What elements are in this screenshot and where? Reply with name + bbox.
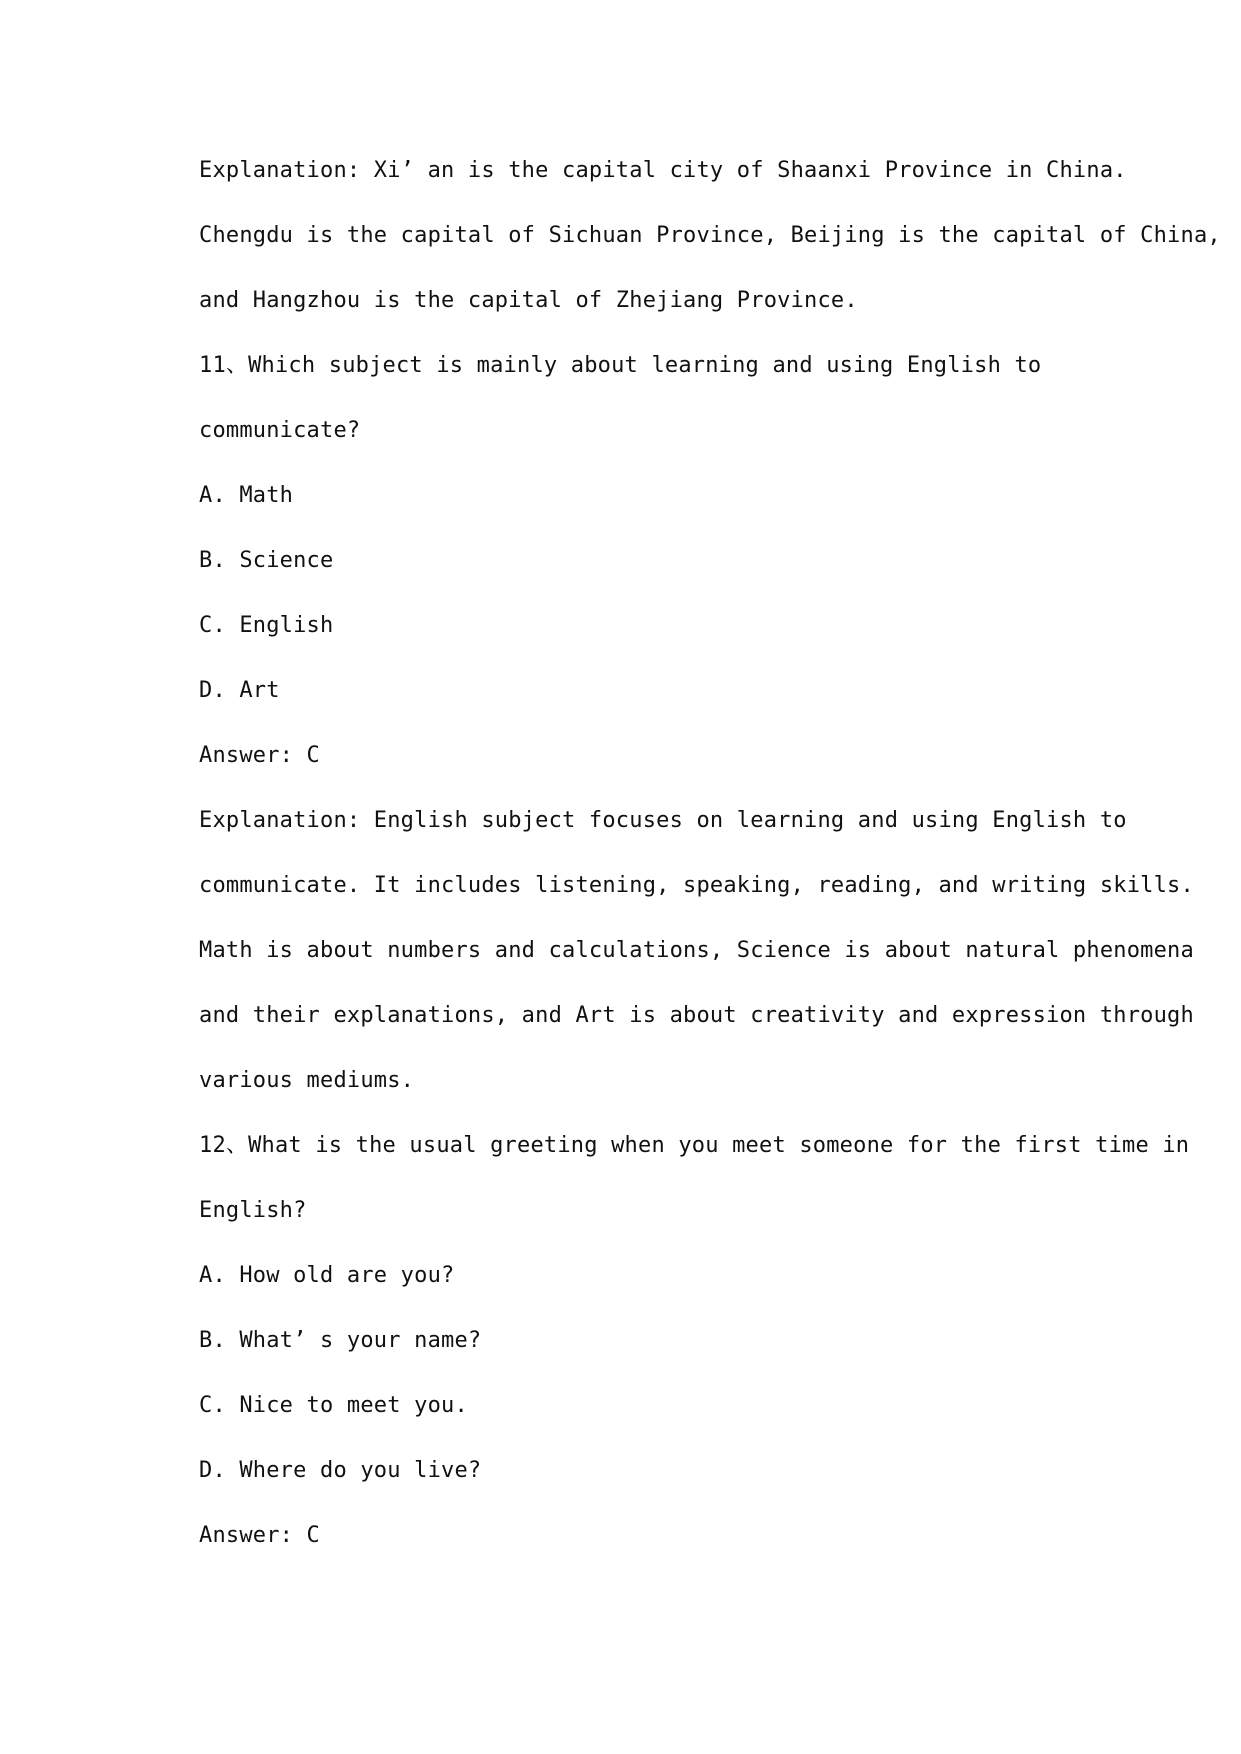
explanation-line: Math is about numbers and calculations, Science is about natural phenomena xyxy=(199,938,1194,963)
option-c: C. English xyxy=(199,613,334,638)
text-line: Chengdu is the capital of Sichuan Province, Beijing is the capital of China, xyxy=(199,223,1221,248)
option-d: D. Where do you live? xyxy=(199,1458,482,1483)
question-11-text: 11、Which subject is mainly about learning and using English to xyxy=(199,353,1042,378)
option-a: A. How old are you? xyxy=(199,1263,455,1288)
text-line: Explanation: Xi’ an is the capital city of Shaanxi Province in China. xyxy=(199,158,1127,183)
document-body xyxy=(199,138,1221,1568)
option-a: A. Math xyxy=(199,483,294,508)
question-12-text: 12、What is the usual greeting when you meet someone for the first time in xyxy=(199,1133,1190,1158)
question-11-text-cont: communicate? xyxy=(199,418,361,443)
option-b: B. What’ s your name? xyxy=(199,1328,482,1353)
option-c: C. Nice to meet you. xyxy=(199,1393,468,1418)
question-12-text-cont: English? xyxy=(199,1198,307,1223)
text-line: and Hangzhou is the capital of Zhejiang Province. xyxy=(199,288,858,313)
explanation-line: Explanation: English subject focuses on learning and using English to xyxy=(199,808,1127,833)
explanation-line: and their explanations, and Art is about creativity and expression through xyxy=(199,1003,1194,1028)
explanation-line: communicate. It includes listening, speaking, reading, and writing skills. xyxy=(199,873,1194,898)
answer-line: Answer: C xyxy=(199,1523,321,1548)
option-b: B. Science xyxy=(199,548,334,573)
option-d: D. Art xyxy=(199,678,280,703)
explanation-line: various mediums. xyxy=(199,1068,415,1093)
answer-line: Answer: C xyxy=(199,743,321,768)
